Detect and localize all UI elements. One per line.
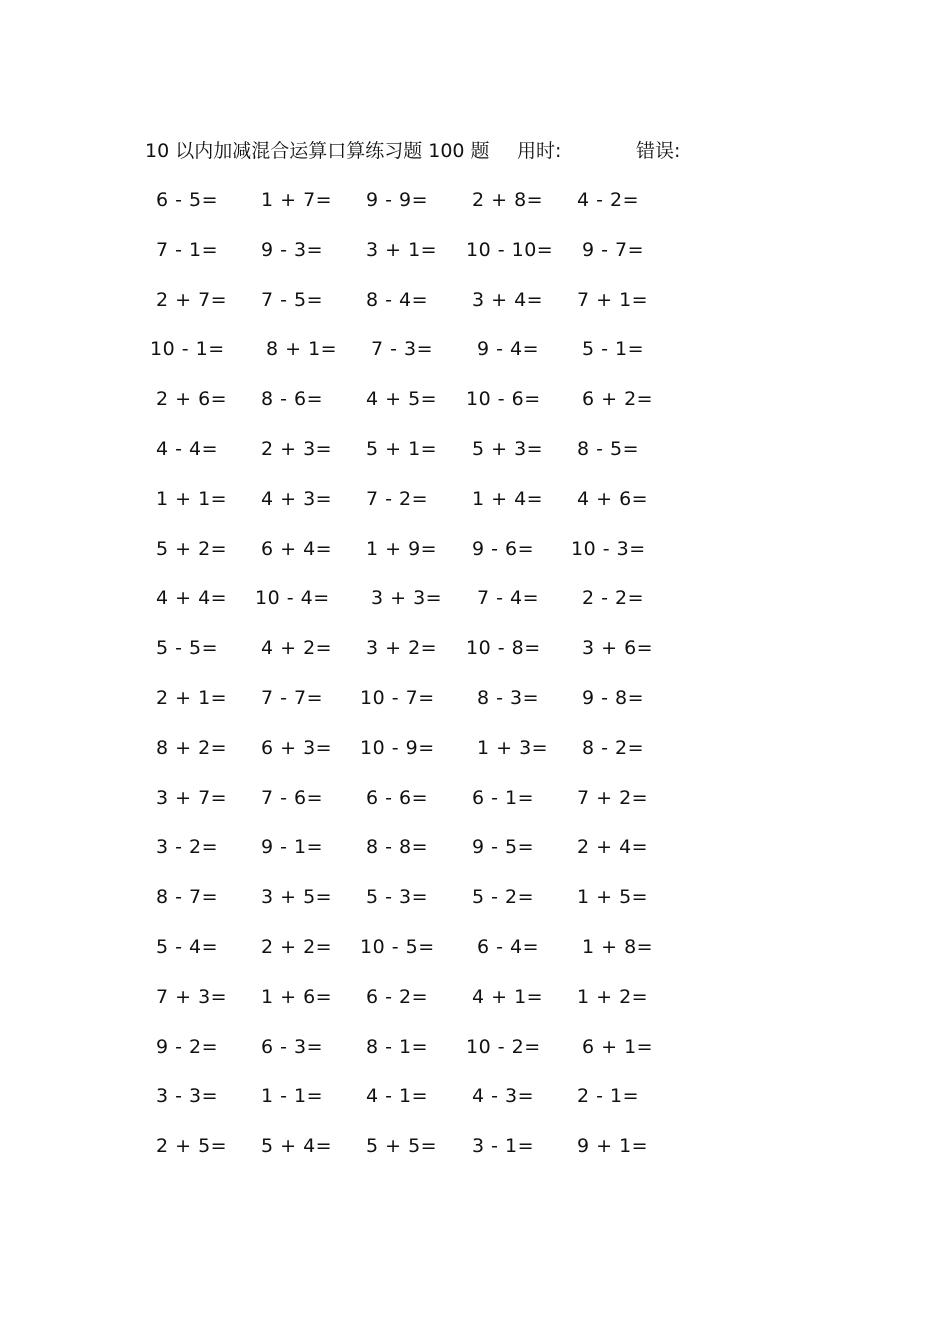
problem-item: 5 + 1=: [366, 438, 438, 460]
problem-item: 2 + 6=: [156, 388, 228, 410]
problem-item: 3 + 4=: [472, 289, 544, 311]
problem-item: 6 - 6=: [366, 787, 429, 809]
problem-item: 9 - 4=: [477, 338, 540, 360]
problem-item: 6 - 3=: [261, 1036, 324, 1058]
problem-item: 7 - 2=: [366, 488, 429, 510]
problem-item: 6 + 2=: [582, 388, 654, 410]
problem-item: 9 - 8=: [582, 687, 645, 709]
problem-item: 5 + 2=: [156, 538, 228, 560]
problem-item: 9 - 3=: [261, 239, 324, 261]
problem-item: 4 + 6=: [577, 488, 649, 510]
problem-item: 7 + 3=: [156, 986, 228, 1008]
problem-item: 6 - 1=: [472, 787, 535, 809]
problem-item: 5 + 3=: [472, 438, 544, 460]
problem-item: 10 - 7=: [360, 687, 435, 709]
problem-item: 10 - 9=: [360, 737, 435, 759]
problem-item: 7 + 2=: [577, 787, 649, 809]
problem-item: 4 - 2=: [577, 189, 640, 211]
problem-item: 2 + 5=: [156, 1135, 228, 1157]
problem-item: 1 + 9=: [366, 538, 438, 560]
problem-item: 2 + 8=: [472, 189, 544, 211]
problem-item: 7 + 1=: [577, 289, 649, 311]
problem-item: 9 - 9=: [366, 189, 429, 211]
problem-item: 1 + 2=: [577, 986, 649, 1008]
problem-item: 6 + 1=: [582, 1036, 654, 1058]
problem-item: 3 + 3=: [371, 587, 443, 609]
problem-item: 8 + 2=: [156, 737, 228, 759]
problem-item: 10 - 5=: [360, 936, 435, 958]
problem-item: 1 + 3=: [477, 737, 549, 759]
problem-item: 7 - 5=: [261, 289, 324, 311]
problem-item: 3 - 3=: [156, 1085, 219, 1107]
problem-item: 1 + 1=: [156, 488, 228, 510]
problem-item: 7 - 7=: [261, 687, 324, 709]
problem-item: 9 + 1=: [577, 1135, 649, 1157]
problem-item: 8 - 6=: [261, 388, 324, 410]
problem-item: 6 - 5=: [156, 189, 219, 211]
problem-item: 1 + 4=: [472, 488, 544, 510]
problem-item: 7 - 1=: [156, 239, 219, 261]
problem-item: 2 + 2=: [261, 936, 333, 958]
problem-item: 9 - 7=: [582, 239, 645, 261]
problem-item: 10 - 8=: [466, 637, 541, 659]
problem-item: 2 - 1=: [577, 1085, 640, 1107]
problem-item: 2 + 7=: [156, 289, 228, 311]
problem-item: 3 + 1=: [366, 239, 438, 261]
problem-item: 1 + 5=: [577, 886, 649, 908]
problem-item: 8 - 2=: [582, 737, 645, 759]
problem-item: 5 - 4=: [156, 936, 219, 958]
problem-item: 10 - 6=: [466, 388, 541, 410]
problem-item: 2 + 1=: [156, 687, 228, 709]
problem-item: 4 + 3=: [261, 488, 333, 510]
problem-item: 8 - 5=: [577, 438, 640, 460]
problem-item: 3 - 1=: [472, 1135, 535, 1157]
problem-item: 4 + 5=: [366, 388, 438, 410]
problem-item: 2 + 3=: [261, 438, 333, 460]
errors-label: 错误:: [636, 140, 681, 162]
problem-item: 8 - 8=: [366, 836, 429, 858]
problem-item: 6 + 3=: [261, 737, 333, 759]
problem-item: 4 - 3=: [472, 1085, 535, 1107]
problem-item: 9 - 6=: [472, 538, 535, 560]
problem-item: 3 + 2=: [366, 637, 438, 659]
problem-item: 4 + 2=: [261, 637, 333, 659]
problem-item: 9 - 5=: [472, 836, 535, 858]
problem-item: 7 - 6=: [261, 787, 324, 809]
problem-item: 5 + 5=: [366, 1135, 438, 1157]
problem-item: 1 + 8=: [582, 936, 654, 958]
problem-item: 10 - 10=: [466, 239, 554, 261]
problem-item: 2 - 2=: [582, 587, 645, 609]
problem-item: 1 + 7=: [261, 189, 333, 211]
problem-item: 8 - 4=: [366, 289, 429, 311]
problem-item: 1 - 1=: [261, 1085, 324, 1107]
problem-item: 8 - 3=: [477, 687, 540, 709]
problem-item: 4 - 1=: [366, 1085, 429, 1107]
problem-item: 9 - 2=: [156, 1036, 219, 1058]
problem-item: 3 - 2=: [156, 836, 219, 858]
problem-item: 4 + 4=: [156, 587, 228, 609]
problem-item: 3 + 5=: [261, 886, 333, 908]
problem-item: 6 - 4=: [477, 936, 540, 958]
problem-item: 5 - 1=: [582, 338, 645, 360]
problem-item: 10 - 2=: [466, 1036, 541, 1058]
worksheet-title: 10 以内加减混合运算口算练习题 100 题: [145, 140, 490, 162]
problem-item: 1 + 6=: [261, 986, 333, 1008]
problem-item: 10 - 4=: [255, 587, 330, 609]
problem-item: 5 + 4=: [261, 1135, 333, 1157]
problem-item: 5 - 2=: [472, 886, 535, 908]
problem-item: 3 + 6=: [582, 637, 654, 659]
problem-item: 5 - 3=: [366, 886, 429, 908]
problem-item: 3 + 7=: [156, 787, 228, 809]
problem-item: 10 - 3=: [571, 538, 646, 560]
problem-item: 10 - 1=: [150, 338, 225, 360]
problem-item: 6 + 4=: [261, 538, 333, 560]
problem-item: 5 - 5=: [156, 637, 219, 659]
problem-item: 2 + 4=: [577, 836, 649, 858]
problem-item: 4 - 4=: [156, 438, 219, 460]
problem-item: 9 - 1=: [261, 836, 324, 858]
problem-item: 7 - 4=: [477, 587, 540, 609]
time-used-label: 用时:: [517, 140, 562, 162]
problem-item: 8 - 1=: [366, 1036, 429, 1058]
problem-item: 4 + 1=: [472, 986, 544, 1008]
problem-item: 6 - 2=: [366, 986, 429, 1008]
problem-item: 8 - 7=: [156, 886, 219, 908]
problem-item: 7 - 3=: [371, 338, 434, 360]
problem-item: 8 + 1=: [266, 338, 338, 360]
